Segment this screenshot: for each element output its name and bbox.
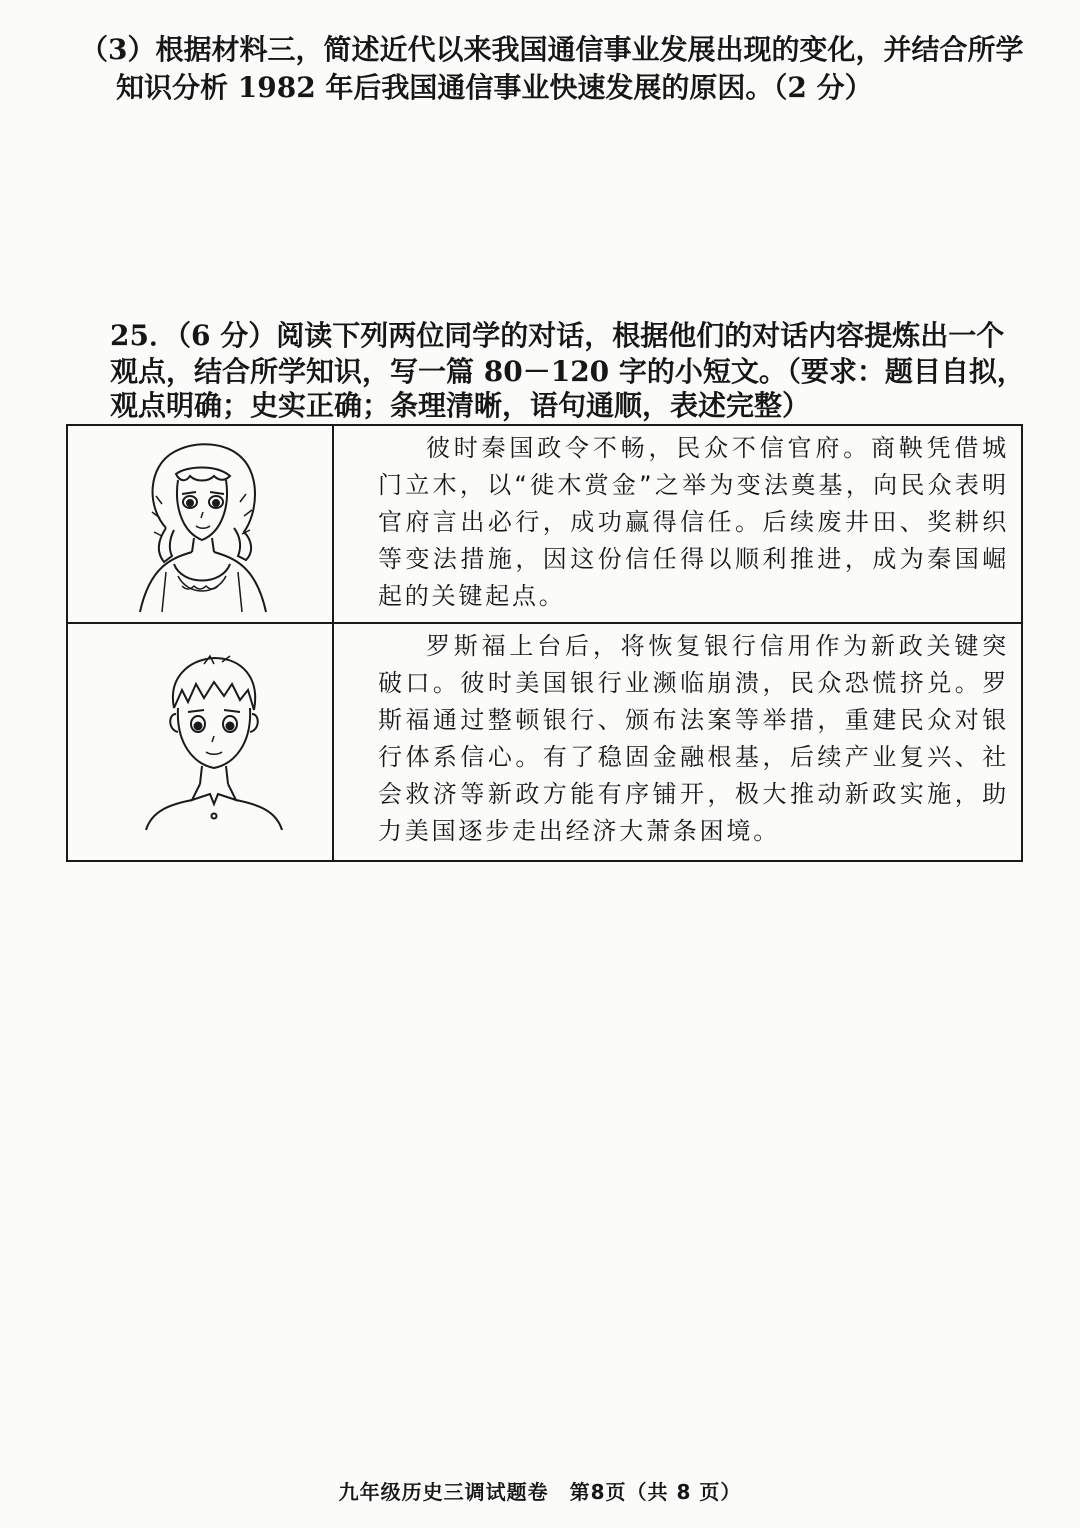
question-25-line-3: 观点明确；史实正确；条理清晰，语句通顺，表述完整） [110, 389, 811, 422]
question-3-line-1: （3）根据材料三，简述近代以来我国通信事业发展出现的变化，并结合所学 [80, 33, 1024, 66]
question-3-line-2: 知识分析 1982 年后我国通信事业快速发展的原因。（2 分） [116, 71, 873, 104]
dialogue-row-girl [68, 426, 1021, 624]
question-25-line-2: 观点，结合所学知识，写一篇 80－120 字的小短文。（要求：题目自拟， [110, 355, 1025, 388]
boy-student-icon [144, 644, 284, 834]
page-footer: 九年级历史三调试题卷 第8页（共 8 页） [338, 1480, 742, 1504]
boy-avatar-cell [68, 624, 334, 860]
dialogue-row-boy [68, 624, 1021, 860]
boy-dialogue-text: 罗斯福上台后，将恢复银行信用作为新政关键突破口。彼时美国银行业濒临崩溃，民众恐慌挤兑。罗斯福通过整顿银行、颁布法案等举措，重建民众对银行体系信心。有了稳固金融根基，后续产业复兴、社会救济等新政方能有序铺开，极大推动新政实施，助力美国逐步走出经济大萧条困境。 [378, 632, 1009, 845]
girl-student-icon [126, 436, 276, 614]
question-25-line-1: 25．（6 分）阅读下列两位同学的对话，根据他们的对话内容提炼出一个 [110, 319, 1005, 352]
girl-avatar-cell [68, 426, 334, 622]
dialogue-table [66, 424, 1023, 862]
girl-dialogue-text: 彼时秦国政令不畅，民众不信官府。商鞅凭借城门立木，以“徙木赏金”之举为变法奠基，向民众表明官府言出必行，成功赢得信任。后续废井田、奖耕织等变法措施，因这份信任得以顺利推进，成为秦国崛起的关键起点。 [378, 434, 1009, 610]
